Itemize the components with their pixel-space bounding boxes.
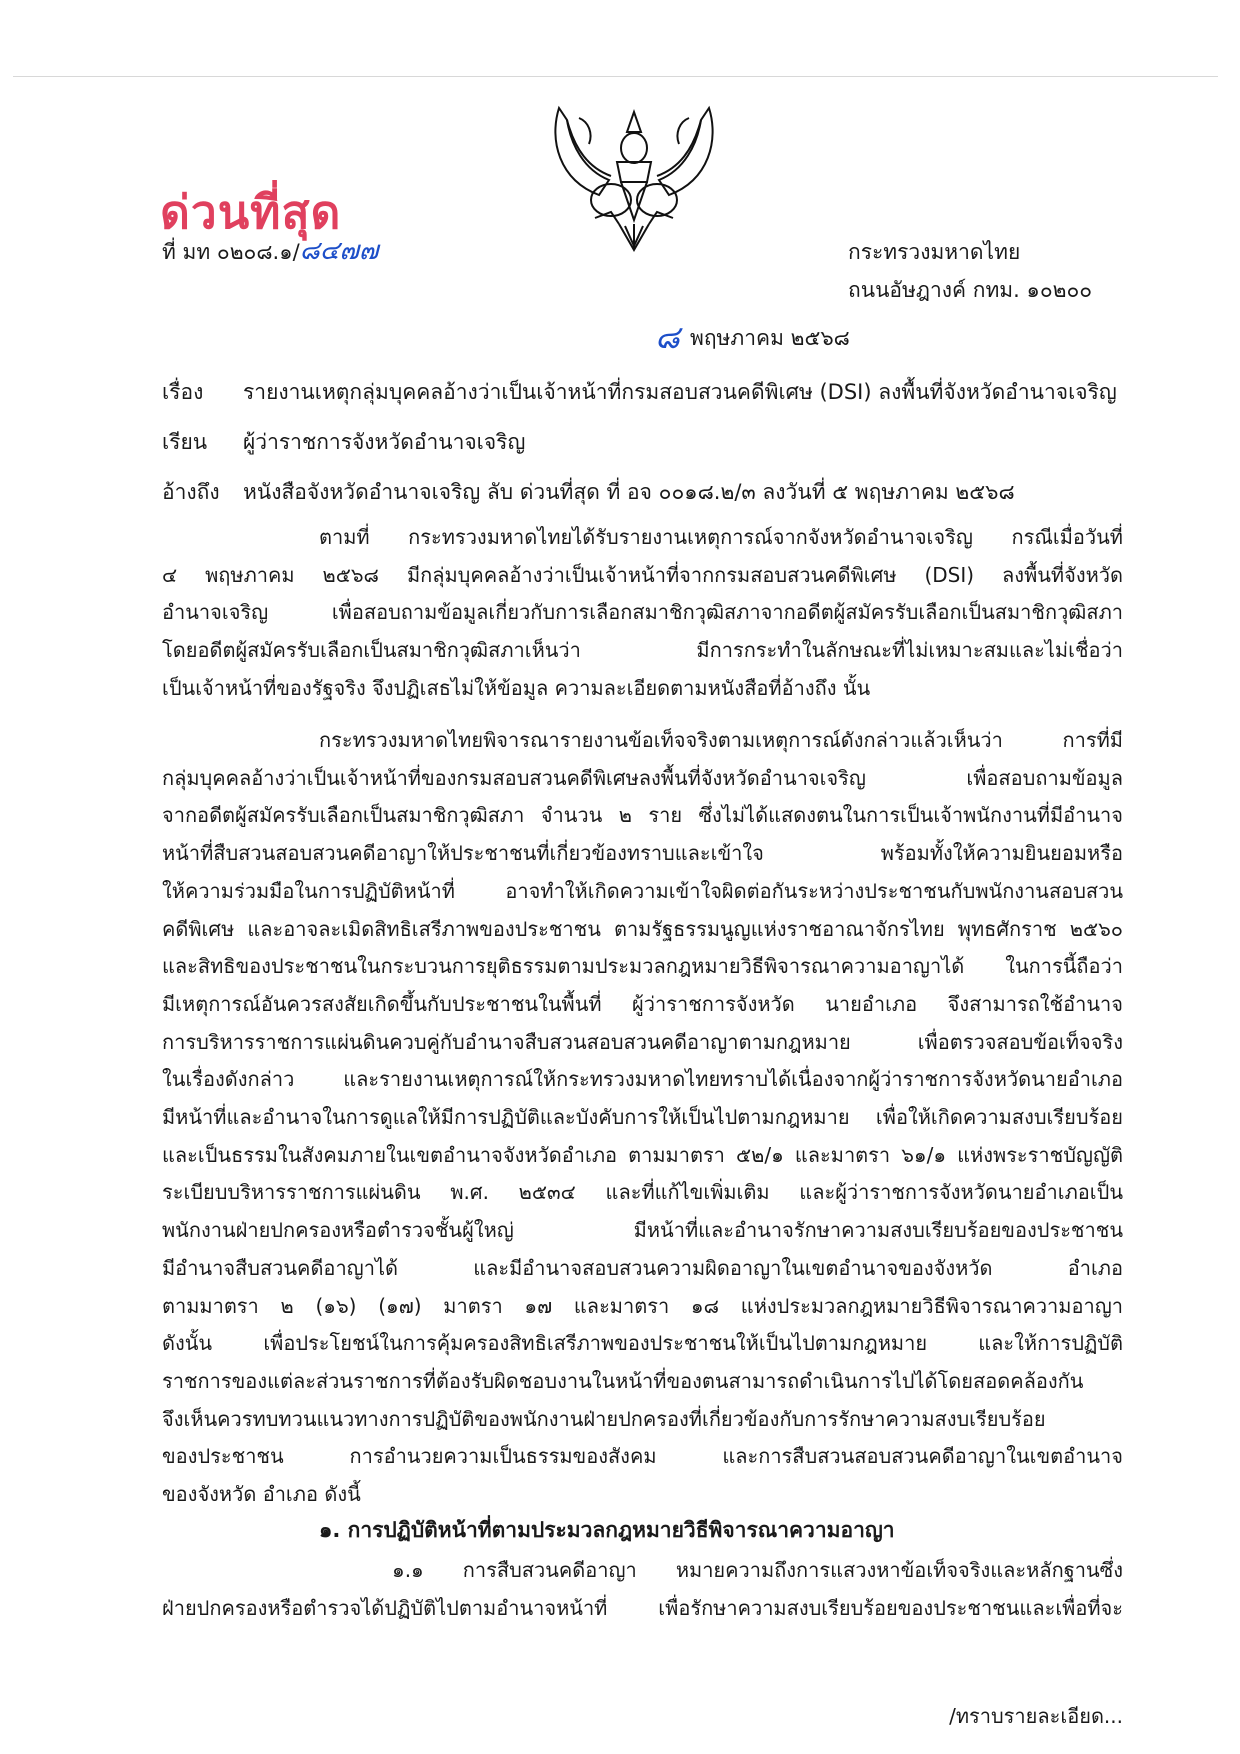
text-line: ตามมาตรา ๒ (๑๖) (๑๗) มาตรา ๑๗ และมาตรา ๑๘ แห่งประมวลกฎหมายวิธีพิจารณาความอาญา (162, 1293, 1123, 1318)
text-line: กระทรวงมหาดไทยพิจารณารายงานข้อเท็จจริงตามเหตุการณ์ดังกล่าวแล้วเห็นว่า การที่มี (319, 728, 1123, 752)
text-line: หน้าที่สืบสวนสอบสวนคดีอาญาให้ประชาชนที่เกี่ยวข้องทราบและเข้าใจ พร้อมทั้งให้ความยินยอมหรือ (162, 841, 1123, 866)
recipient-label: เรียน (162, 430, 208, 454)
urgency-stamp: ด่วนที่สุด (160, 185, 342, 239)
subject-text: รายงานเหตุกลุ่มบุคคลอ้างว่าเป็นเจ้าหน้าที่กรมสอบสวนคดีพิเศษ (DSI) ลงพื้นที่จังหวัดอำนาจเจริญ (243, 380, 1117, 404)
garuda-emblem-icon (549, 100, 719, 252)
text-line: จึงเห็นควรทบทวนแนวทางการปฏิบัติของพนักงานฝ่ายปกครองที่เกี่ยวข้องกับการรักษาความสงบเรียบร้อย (162, 1406, 1046, 1431)
reference-text: หนังสือจังหวัดอำนาจเจริญ ลับ ด่วนที่สุด ที่ อจ ๐๐๑๘.๒/๓ ลงวันที่ ๕ พฤษภาคม ๒๕๖๘ (243, 480, 1015, 504)
text-line: ตามที่ กระทรวงมหาดไทยได้รับรายงานเหตุการณ์จากจังหวัดอำนาจเจริญ กรณีเมื่อวันที่ (319, 525, 1123, 549)
text-line: ๑.๑ การสืบสวนคดีอาญา หมายความถึงการแสวงหาข้อเท็จจริงและหลักฐานซึ่ง (392, 1558, 1123, 1582)
text-line: ฝ่ายปกครองหรือตำรวจได้ปฏิบัติไปตามอำนาจหน้าที่ เพื่อรักษาความสงบเรียบร้อยของประชาชนและเพื่อที่จะ (162, 1595, 1123, 1620)
text-line: และเป็นธรรมในสังคมภายในเขตอำนาจจังหวัดอำเภอ ตามมาตรา ๕๒/๑ และมาตรา ๖๑/๑ แห่งพระราชบัญญัติ (162, 1142, 1123, 1167)
continuation-note: /ทราบรายละเอียด... (949, 1704, 1123, 1728)
section-1-heading: ๑. การปฏิบัติหน้าที่ตามประมวลกฎหมายวิธีพิจารณาความอาญา (319, 1518, 895, 1542)
text-line: ให้ความร่วมมือในการปฏิบัติหน้าที่ อาจทำให้เกิดความเข้าใจผิดต่อกันระหว่างประชาชนกับพนักงานสอบสวน (162, 878, 1123, 903)
ministry-name: กระทรวงมหาดไทย (848, 240, 1021, 264)
text-line: ๔ พฤษภาคม ๒๕๖๘ มีกลุ่มบุคคลอ้างว่าเป็นเจ้าหน้าที่จากกรมสอบสวนคดีพิเศษ (DSI) ลงพื้นที่จังหวัด (162, 562, 1123, 587)
text-line: อำนาจเจริญ เพื่อสอบถามข้อมูลเกี่ยวกับการเลือกสมาชิกวุฒิสภาจากอดีตผู้สมัครรับเลือกเป็นสมาชิกวุฒิสภา (162, 600, 1123, 625)
text-line: ของประชาชน การอำนวยความเป็นธรรมของสังคม และการสืบสวนสอบสวนคดีอาญาในเขตอำนาจ (162, 1444, 1123, 1469)
text-line: มีหน้าที่และอำนาจในการดูแลให้มีการปฏิบัติและบังคับการให้เป็นไปตามกฎหมาย เพื่อให้เกิดความสงบเรียบร้อย (162, 1105, 1123, 1129)
document-number-prefix: ที่ มท ๐๒๐๘.๑/ (162, 240, 300, 264)
text-line: จากอดีตผู้สมัครรับเลือกเป็นสมาชิกวุฒิสภา จำนวน ๒ ราย ซึ่งไม่ได้แสดงตนในการเป็นเจ้าพนักงานที่มีอำนาจ (162, 803, 1123, 828)
subject-label: เรื่อง (162, 380, 204, 404)
text-line: และสิทธิของประชาชนในกระบวนการยุติธรรมตามประมวลกฎหมายวิธีพิจารณาความอาญาได้ ในการนี้ถือว่า (162, 954, 1123, 979)
text-line: ระเบียบบริหารราชการแผ่นดิน พ.ศ. ๒๕๓๔ และที่แก้ไขเพิ่มเติม และผู้ว่าราชการจังหวัดนายอำเภอเป็น (162, 1180, 1123, 1205)
text-line: ราชการของแต่ละส่วนราชการที่ต้องรับผิดชอบงานในหน้าที่ของตนสามารถดำเนินการไปได้โดยสอดคล้องกัน (162, 1368, 1084, 1393)
text-line: โดยอดีตผู้สมัครรับเลือกเป็นสมาชิกวุฒิสภาเห็นว่า มีการกระทำในลักษณะที่ไม่เหมาะสมและไม่เชื่อว่า (162, 638, 1123, 663)
text-line: พนักงานฝ่ายปกครองหรือตำรวจชั้นผู้ใหญ่ มีหน้าที่และอำนาจรักษาความสงบเรียบร้อยของประชาชน (162, 1218, 1123, 1243)
text-line: มีเหตุการณ์อันควรสงสัยเกิดขึ้นกับประชาชนในพื้นที่ ผู้ว่าราชการจังหวัด นายอำเภอ จึงสามารถใช้อำนาจ (162, 991, 1123, 1016)
date-month-year: พฤษภาคม ๒๕๖๘ (690, 326, 850, 350)
text-line: กลุ่มบุคคลอ้างว่าเป็นเจ้าหน้าที่ของกรมสอบสวนคดีพิเศษลงพื้นที่จังหวัดอำนาจเจริญ เพื่อสอบถามข้อมูล (162, 765, 1123, 790)
text-line: มีอำนาจสืบสวนคดีอาญาได้ และมีอำนาจสอบสวนความผิดอาญาในเขตอำนาจของจังหวัด อำเภอ (162, 1255, 1123, 1280)
document-number (162, 230, 378, 271)
text-line: ของจังหวัด อำเภอ ดังนี้ (162, 1482, 361, 1506)
text-line: ในเรื่องดังกล่าว และรายงานเหตุการณ์ให้กระทรวงมหาดไทยทราบได้เนื่องจากผู้ว่าราชการจังหวัดนายอำเภอ (162, 1067, 1123, 1092)
page-top-rule (13, 76, 1218, 77)
recipient-text: ผู้ว่าราชการจังหวัดอำนาจเจริญ (243, 430, 526, 454)
reference-label: อ้างถึง (162, 480, 220, 504)
document-number-handwritten: ๘๔๗๗ (299, 236, 379, 266)
ministry-address: ถนนอัษฎางค์ กทม. ๑๐๒๐๐ (848, 278, 1093, 302)
text-line: ดังนั้น เพื่อประโยชน์ในการคุ้มครองสิทธิเสรีภาพของประชาชนให้เป็นไปตามกฎหมาย และให้การปฏิบัติ (162, 1331, 1123, 1356)
text-line: การบริหารราชการแผ่นดินควบคู่กับอำนาจสืบสวนสอบสวนคดีอาญาตามกฎหมาย เพื่อตรวจสอบข้อเท็จจริง (162, 1029, 1123, 1054)
text-line: คดีพิเศษ และอาจละเมิดสิทธิเสรีภาพของประชาชน ตามรัฐธรรมนูญแห่งราชอาณาจักรไทย พุทธศักราช ๒๕๖๐ (162, 916, 1123, 941)
date-day-handwritten: ๘ (655, 318, 680, 356)
text-line: เป็นเจ้าหน้าที่ของรัฐจริง จึงปฏิเสธไม่ให้ข้อมูล ความละเอียดตามหนังสือที่อ้างถึง นั้น (162, 675, 871, 700)
